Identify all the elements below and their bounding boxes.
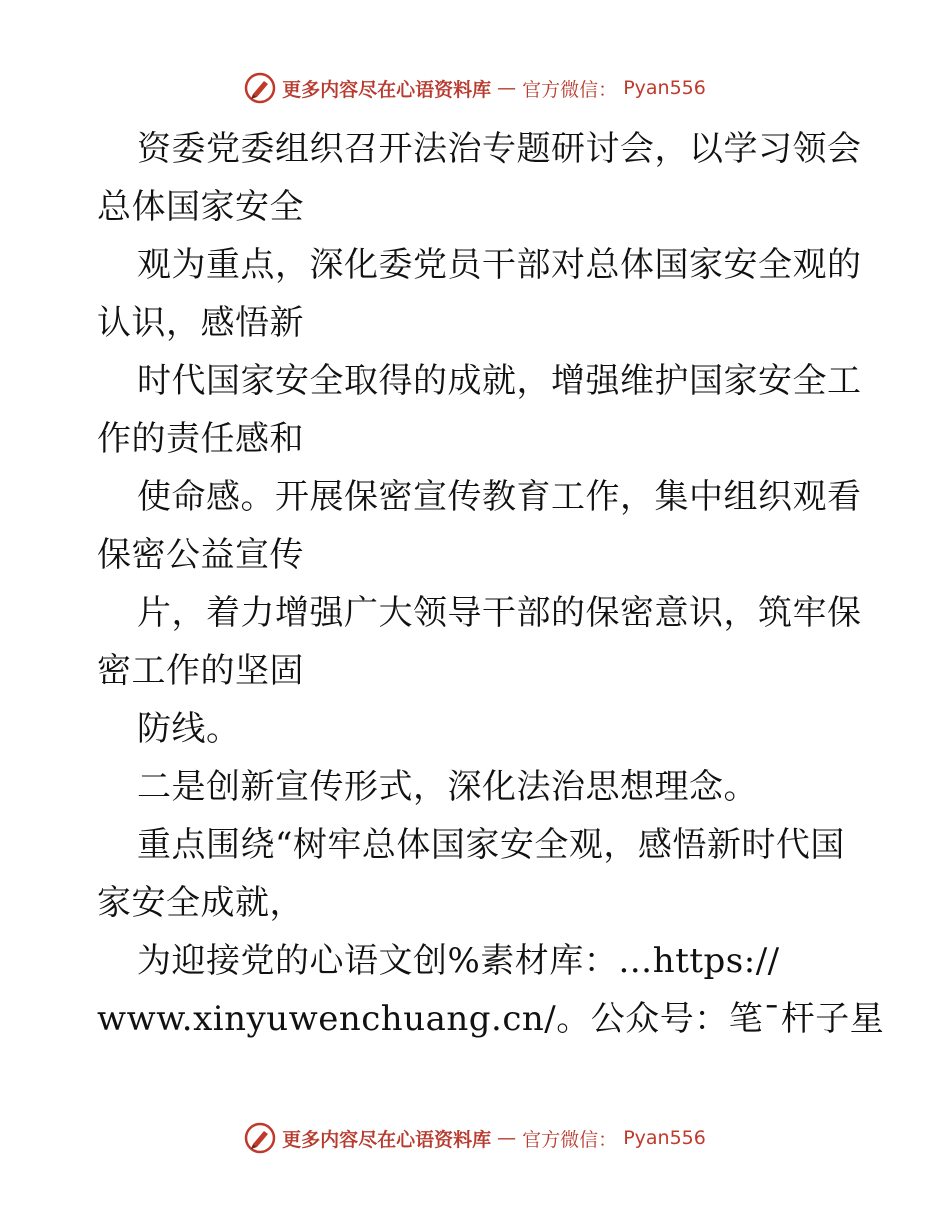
banner-dash: — (497, 1127, 517, 1149)
text-line: 片，着力增强广大领导干部的保密意识，筑牢保 (137, 593, 862, 633)
footer-banner (0, 1122, 950, 1154)
text-line: 观为重点，深化委党员干部对总体国家安全观的 (137, 245, 862, 285)
text-line: 时代国家安全取得的成就，增强维护国家安全工 (137, 361, 862, 401)
banner-wechat-label: 官方微信： (522, 1128, 618, 1151)
banner-dash: — (497, 77, 517, 99)
text-line: 重点围绕“树牢总体国家安全观，感悟新时代国 (137, 825, 845, 865)
pen-logo-icon (244, 72, 276, 104)
text-line: 使命感。开展保密宣传教育工作，集中组织观看 (137, 477, 862, 517)
text-line: www.xinyuwenchuang.cn/。公众号：笔¯杆子星 (97, 999, 885, 1039)
text-line: 认识，感悟新 (97, 303, 304, 343)
banner-main-text: 更多内容尽在心语资料库 (282, 1128, 492, 1151)
text-line: 家安全成就， (97, 883, 304, 923)
text-line: 为迎接党的心语文创%素材库：…https:// (137, 941, 780, 981)
text-line: 防线。 (137, 709, 241, 749)
document-body (97, 120, 885, 1048)
banner-wechat-id: Pyan556 (623, 77, 706, 99)
banner-main-text: 更多内容尽在心语资料库 (282, 78, 492, 101)
text-line: 密工作的坚固 (97, 651, 304, 691)
text-line: 总体国家安全 (97, 187, 304, 227)
text-line: 二是创新宣传形式，深化法治思想理念。 (137, 767, 758, 807)
banner-wechat-label: 官方微信： (522, 78, 618, 101)
text-line: 资委党委组织召开法治专题研讨会，以学习领会 (137, 129, 862, 169)
text-line: 保密公益宣传 (97, 535, 304, 575)
pen-logo-icon (244, 1122, 276, 1154)
banner-wechat-id: Pyan556 (623, 1127, 706, 1149)
header-banner (0, 72, 950, 104)
text-line: 作的责任感和 (97, 419, 304, 459)
